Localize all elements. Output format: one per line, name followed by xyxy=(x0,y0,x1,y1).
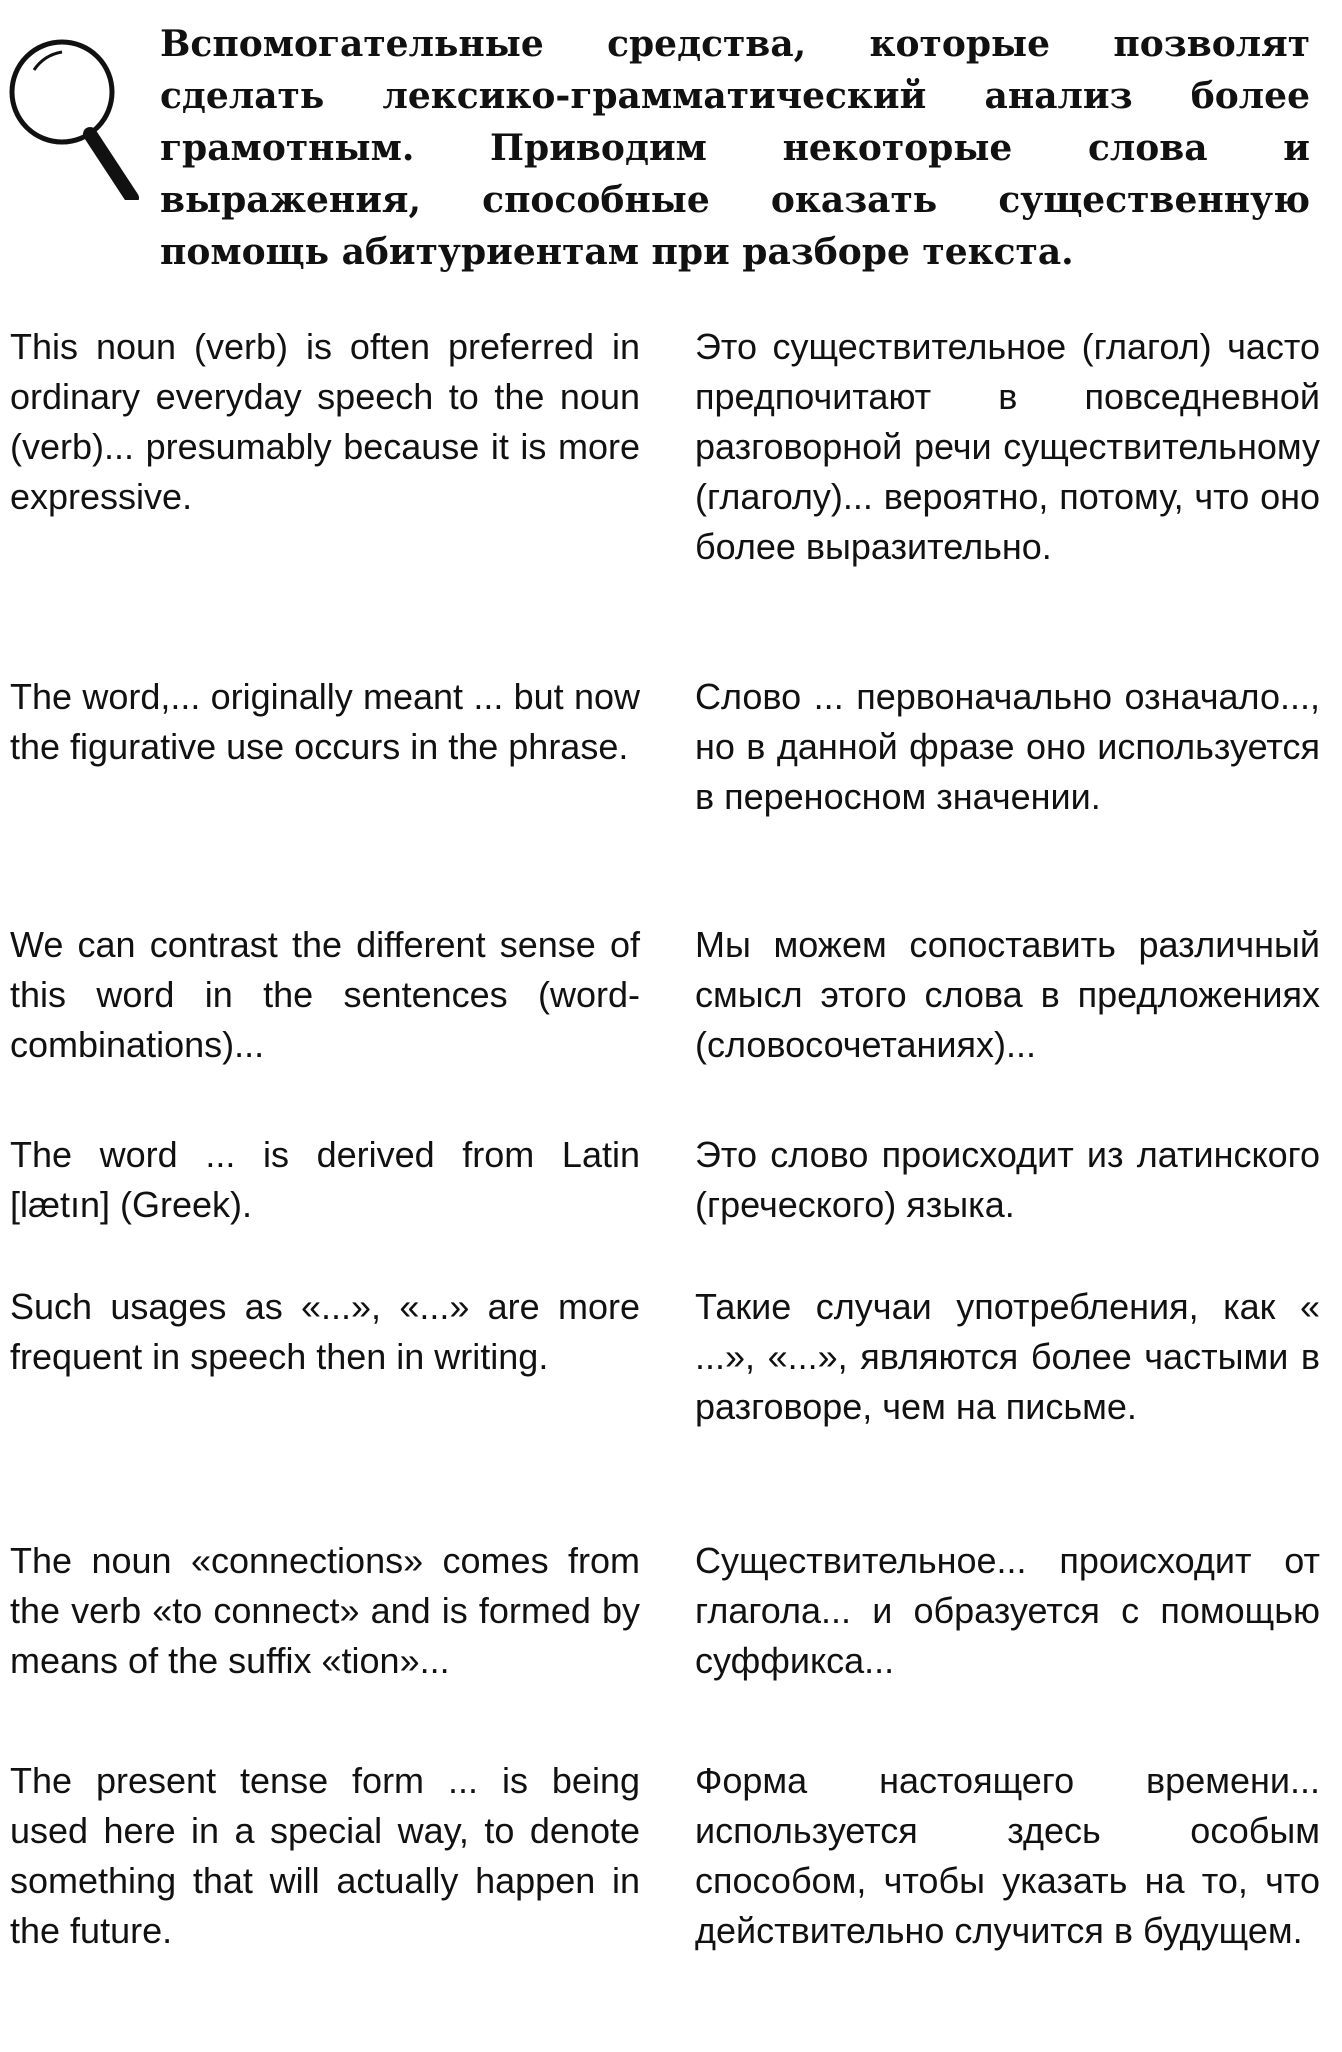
english-phrase: We can contrast the different sense of this word in the sentences (word-combinations)... xyxy=(10,924,640,1065)
russian-translation: Мы можем сопоставить различный смысл этого слова в предложениях (словосочетаниях)... xyxy=(695,924,1320,1065)
english-phrase: This noun (verb) is often preferred in ordinary everyday speech to the noun (verb)... presumably because it is more expressive. xyxy=(10,326,640,517)
english-phrase: The word,... originally meant ... but now the figurative use occurs in the phrase. xyxy=(10,676,640,767)
english-phrase: The present tense form ... is being used here in a special way, to denote something that will actually happen in the future. xyxy=(10,1760,640,1951)
russian-translation: Это существительное (глагол) часто предпочитают в повседневной разговорной речи существительному (глаголу)... вероятно, потому, что оно более выразительно. xyxy=(695,326,1320,567)
english-phrase: Such usages as «...», «...» are more frequent in speech then in writing. xyxy=(10,1286,640,1377)
english-phrase: The word ... is derived from Latin [lætın] (Greek). xyxy=(10,1134,640,1225)
russian-translation: Это слово происходит из латинского (греческого) языка. xyxy=(695,1134,1320,1225)
english-phrase: The noun «connections» comes from the verb «to connect» and is formed by means of the suffix «tion»... xyxy=(10,1540,640,1681)
russian-translation: Такие случаи употребления, как « ...», «...», являются более частыми в разговоре, чем на письме. xyxy=(695,1286,1320,1427)
russian-translation: Форма настоящего времени... используется здесь особым способом, чтобы указать на то, что действительно случится в будущем. xyxy=(695,1760,1320,1951)
russian-translation: Существительное... происходит от глагола... и образуется с помощью суффикса... xyxy=(695,1540,1320,1681)
intro-text: Вспомогательные средства, которые позволят сделать лексико-грамматический анализ более грамотным. Приводим некоторые слова и выражения, способные оказать существенную помощь абитуриентам при разборе текста. xyxy=(160,23,1310,273)
russian-translation: Слово ... первоначально означало..., но в данной фразе оно используется в переносном значении. xyxy=(695,676,1320,817)
